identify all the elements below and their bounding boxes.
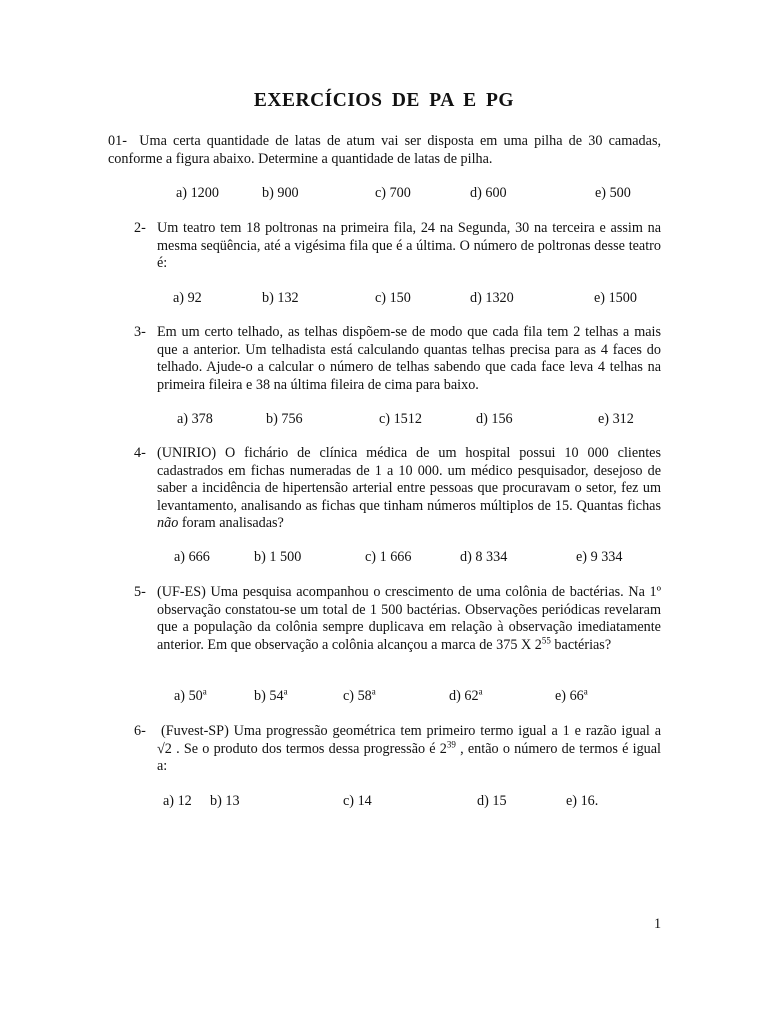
option-e[interactable]: e) 500: [595, 185, 631, 201]
question-2-number: 2-: [134, 220, 146, 236]
question-5-exponent: 55: [541, 634, 551, 645]
question-6-statement-end: , então o número de termos é igual a:: [157, 740, 662, 774]
option-b[interactable]: b) 756: [266, 411, 303, 427]
question-6-text: [157, 723, 661, 776]
option-d[interactable]: d) 8 334: [460, 549, 508, 565]
question-1-options: [0, 185, 768, 203]
option-a[interactable]: a) 92: [173, 290, 202, 306]
page-number: 1: [654, 916, 662, 932]
question-4-number: 4-: [134, 445, 146, 461]
option-a[interactable]: a) 50$^a$: [174, 686, 207, 704]
option-c[interactable]: c) 58$^a$: [343, 686, 376, 704]
option-e[interactable]: e) 1500: [594, 290, 637, 306]
option-b[interactable]: b) 132: [262, 290, 299, 306]
page-title: EXERCÍCIOS DE PA E PG: [253, 90, 515, 111]
question-3-text: Em um certo telhado, as telhas dispõem-se de modo que cada fila tem 2 telhas a mais que a anterior. Um telhadista está calculando quantas telhas precisa para as 4 faces do telhado. Ajude-o a calcular o número de telhas sabendo que cada face leva 4 telhas na primeira fileira e 38 na última fileira de cima para baixo.: [157, 324, 661, 393]
option-e[interactable]: e) 66$^a$: [555, 686, 588, 704]
option-a[interactable]: a) 378: [177, 411, 213, 427]
question-5-options: [0, 688, 768, 706]
question-6-number: 6-: [134, 723, 146, 739]
option-a[interactable]: a) 666: [174, 549, 210, 565]
option-b[interactable]: b) 54$^a$: [254, 686, 288, 704]
question-4-statement: (UNIRIO) O fichário de clínica médica de um hospital possui 10 000 clientes cadastrados em fichas numeradas de 1 a 10 000. um médico pesquisador, desejoso de saber a incidência de hipertensão arterial entre pessoas que procuravam o setor, fez um levantamento, analisando as fichas que tinham números múltiplos de 15. Quantas fichas: [157, 445, 661, 514]
option-b[interactable]: b) 13: [210, 793, 240, 809]
option-e[interactable]: e) 312: [598, 411, 634, 427]
option-d[interactable]: d) 62$^a$: [449, 686, 483, 704]
option-a[interactable]: a) 12: [163, 793, 192, 809]
question-5-number: 5-: [134, 584, 146, 600]
option-c[interactable]: c) 1512: [379, 411, 422, 427]
option-b[interactable]: b) 1 500: [254, 549, 302, 565]
option-e[interactable]: e) 9 334: [576, 549, 623, 565]
question-1-text: [108, 133, 661, 168]
question-6-exponent: 39: [446, 738, 456, 749]
option-d[interactable]: d) 600: [470, 185, 507, 201]
question-4-text: [157, 445, 661, 533]
option-c[interactable]: c) 1 666: [365, 549, 412, 565]
question-5-statement-end: bactérias?: [550, 636, 612, 653]
option-d[interactable]: d) 156: [476, 411, 513, 427]
question-5-statement: (UF-ES) Uma pesquisa acompanhou o crescimento de uma colônia de bactérias. Na 1º observação constatou-se um total de 1 500 bactérias. Observações periódicas revelaram que a população da colônia sempre duplicava em relação à observação imediatamente anterior. Em que observação a colônia alcançou a marca de 375 X 2: [157, 584, 661, 653]
question-6-statement: (Fuvest-SP) Uma progressão geométrica tem primeiro termo igual a 1 e razão igual a √2 . Se o produto dos termos dessa progressão é 2: [157, 723, 661, 757]
question-2-options: [0, 290, 768, 308]
option-c[interactable]: c) 150: [375, 290, 411, 306]
option-d[interactable]: d) 1320: [470, 290, 514, 306]
question-6-options: [0, 793, 768, 811]
question-5-text: [157, 584, 661, 654]
question-1-statement: Uma certa quantidade de latas de atum vai ser disposta em uma pilha de 30 camadas, conforme a figura abaixo. Determine a quantidade de latas de pilha.: [108, 133, 662, 167]
question-3-number: 3-: [134, 324, 146, 340]
question-3-options: [0, 411, 768, 429]
question-4-emphasis: não: [157, 515, 179, 531]
option-b[interactable]: b) 900: [262, 185, 299, 201]
question-4-statement-end: foram analisadas?: [178, 515, 284, 531]
option-d[interactable]: d) 15: [477, 793, 507, 809]
option-a[interactable]: a) 1200: [176, 185, 219, 201]
question-2-text: Um teatro tem 18 poltronas na primeira fila, 24 na Segunda, 30 na terceira e assim na mesma seqüência, até a vigésima fila que é a última. O número de poltronas desse teatro é:: [157, 220, 661, 271]
question-4-options: [0, 549, 768, 567]
option-c[interactable]: c) 14: [343, 793, 372, 809]
option-c[interactable]: c) 700: [375, 185, 411, 201]
option-e[interactable]: e) 16.: [566, 793, 599, 809]
question-1-number: 01-: [108, 133, 127, 149]
